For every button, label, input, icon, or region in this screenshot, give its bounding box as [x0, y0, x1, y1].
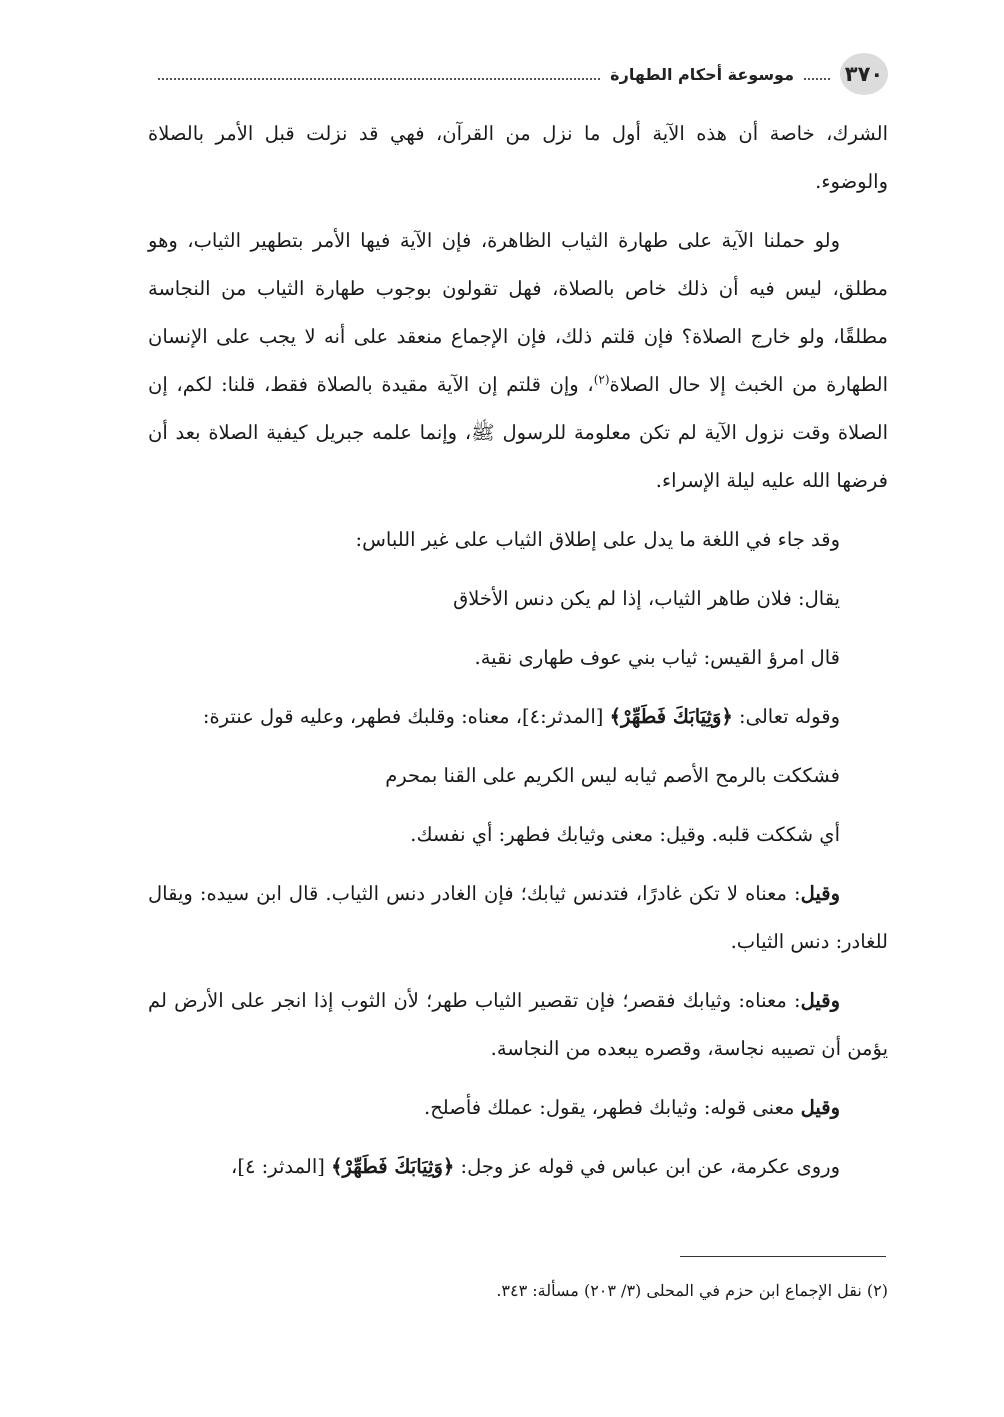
quran-verse: ﴿وَثِيَابَكَ فَطَهِّرْ﴾ [331, 1155, 455, 1178]
paragraph [148, 693, 888, 741]
paragraph-text: قال امرؤ القيس: ثياب بني عوف طهارى نقية. [474, 646, 840, 669]
header-dotted-leader [804, 78, 830, 80]
paragraph-text: وقد جاء في اللغة ما يدل على إطلاق الثياب على غير اللباس: [355, 528, 840, 551]
footnote-separator [680, 1256, 886, 1257]
paragraph-text: [المدثر:٤]، معناه: وقلبك فطهر، وعليه قول عنترة: [202, 705, 610, 728]
bold-lead-word: وقيل [800, 882, 840, 905]
paragraph [148, 870, 888, 966]
paragraph [148, 977, 888, 1073]
paragraph-text: وقوله تعالى: [732, 705, 840, 728]
paragraph [148, 575, 888, 623]
bold-lead-word: وقيل [800, 1096, 840, 1119]
paragraph [148, 1143, 888, 1191]
paragraph [148, 516, 888, 564]
page-number-badge: ٣٧٠ [840, 53, 888, 95]
running-title: موسوعة أحكام الطهارة [610, 64, 794, 84]
bold-lead-word: وقيل [800, 989, 840, 1012]
poetry-text: فشككت بالرمح الأصم ثيابه ليس الكريم على القنا بمحرم [385, 764, 840, 787]
footnote [148, 1276, 888, 1306]
paragraph [148, 217, 888, 505]
paragraph-text: ولو حملنا الآية على طهارة الثياب الظاهرة، فإن الآية فيها الأمر بتطهير الثياب، وهو مطلق، ليس فيه أن ذلك خاص بالصلاة، فهل تقولون بوجوب طهارة الثياب من النجاسة مطلقًا، ولو خارج الصلاة؟ فإن قلتم ذلك، فإن الإجماع منعقد على أنه لا يجب على الإنسان الطهارة من الخبث إلا حال الصلاة [148, 229, 888, 396]
paragraph-text: ، وإن قلتم إن الآية مقيدة بالصلاة فقط، قلنا: لكم، إن الصلاة وقت نزول الآية لم تكن معلومة للرسول ﷺ، وإنما علمه جبريل كيفية الصلاة بعد أن فرضها الله عليه ليلة الإسراء. [148, 373, 888, 492]
paragraph-text: [المدثر: ٤]، [231, 1155, 332, 1178]
quran-verse: ﴿وَثِيَابَكَ فَطَهِّرْ﴾ [609, 705, 733, 728]
page-header [148, 50, 888, 98]
paragraph [148, 1084, 888, 1132]
paragraph-text: يقال: فلان طاهر الثياب، إذا لم يكن دنس الأخلاق [453, 587, 840, 610]
paragraph-text: : معناه لا تكن غادرًا، فتدنس ثيابك؛ فإن الغادر دنس الثياب. قال ابن سيده: ويقال للغادر: دنس الثياب. [148, 882, 888, 953]
main-text [148, 110, 888, 1202]
paragraph-text: معنى قوله: وثيابك فطهر، يقول: عملك فأصلح. [424, 1096, 801, 1119]
paragraph-text: الشرك، خاصة أن هذه الآية أول ما نزل من القرآن، فهي قد نزلت قبل الأمر بالصلاة والوضوء. [148, 122, 888, 193]
paragraph [148, 634, 888, 682]
paragraph [148, 110, 888, 206]
paragraph [148, 811, 888, 859]
footnote-text: (٢) نقل الإجماع ابن حزم في المحلى (٣/ ٢٠٣) مسألة: ٣٤٣. [496, 1281, 888, 1300]
paragraph-text: أي شككت قلبه. وقيل: معنى وثيابك فطهر: أي نفسك. [410, 823, 840, 846]
paragraph-text: وروى عكرمة، عن ابن عباس في قوله عز وجل: [454, 1155, 840, 1178]
header-dotted-leader [158, 78, 600, 80]
poetry-line [148, 752, 888, 800]
paragraph-text: : معناه: وثيابك فقصر؛ فإن تقصير الثياب طهر؛ لأن الثوب إذا انجر على الأرض لم يؤمن أن تصيبه نجاسة، وقصره يبعده من النجاسة. [148, 989, 888, 1060]
footnote-reference[interactable]: (٢) [593, 372, 610, 387]
